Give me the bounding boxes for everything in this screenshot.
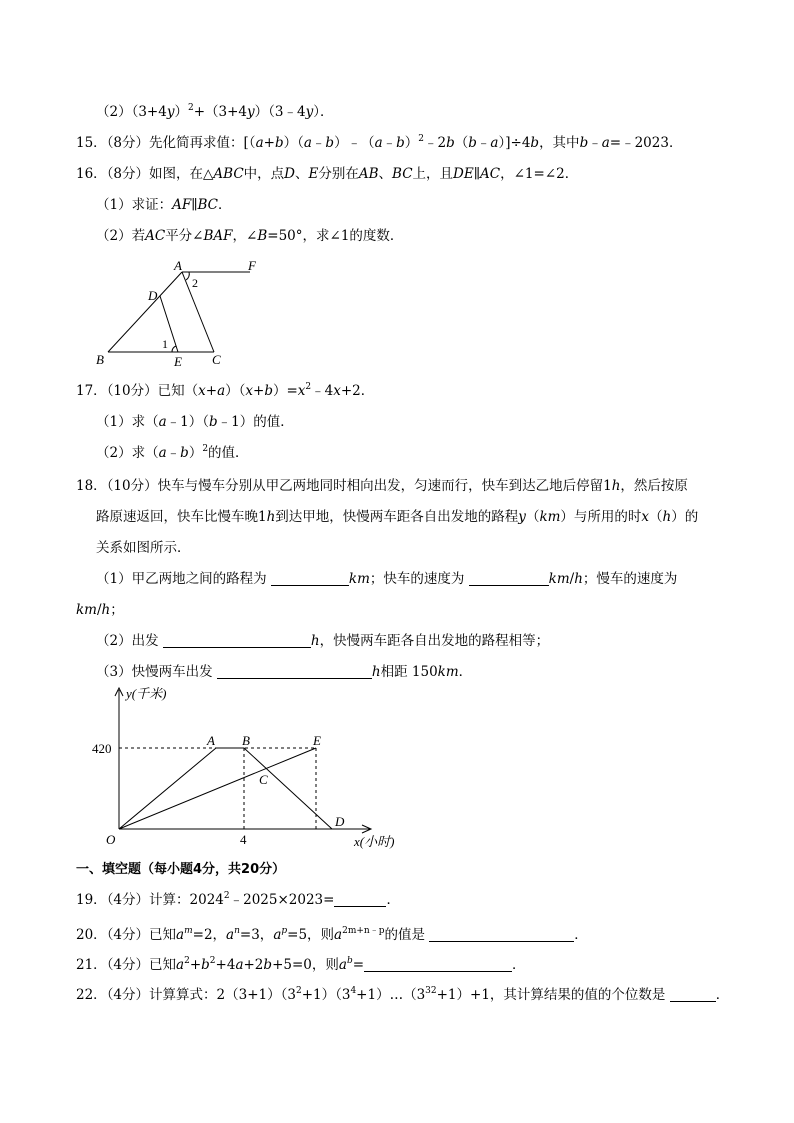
q18-part3: （3）快慢两车出发 h相距 150km． — [96, 664, 473, 680]
answer-blank[interactable] — [429, 927, 574, 942]
label-B: B — [96, 352, 104, 367]
question-18-line1: 18．（10分）快车与慢车分别从甲乙两地同时相向出发，匀速而行，快车到达乙地后停留1h，然后按原 — [76, 478, 688, 494]
line-ac — [182, 272, 214, 352]
answer-blank[interactable] — [670, 987, 716, 1002]
answer-blank[interactable] — [334, 892, 386, 907]
line-ab — [108, 272, 182, 352]
question-21: 21．（4分）已知$a^2+b^2+4a+2b+5=0$，则$a^b=$ ． — [76, 956, 526, 973]
fast-car-line — [119, 748, 332, 829]
label-E: E — [174, 354, 182, 369]
answer-blank[interactable] — [364, 957, 512, 972]
question-17: 17．（10分）已知$(x+a)(x+b)=x^2﹣4x+2$． — [76, 382, 375, 399]
label-C: C — [212, 352, 221, 367]
question-18-line2: 路原速返回，快车比慢车晚1h到达甲地，快慢两车距各自出发地的路程y（km）与所用的时x（h）的 — [96, 509, 699, 525]
point-D-label: D — [335, 814, 345, 829]
answer-blank[interactable] — [217, 664, 372, 679]
question-16: 16．（8分）如图，在△ABC中，点D、E分别在AB、BC上，且DE∥AC，∠1=∠2． — [76, 166, 579, 182]
question-18-line3: 关系如图所示． — [96, 540, 191, 556]
point-C-label: C — [259, 772, 268, 787]
label-angle-1: 1 — [162, 337, 168, 351]
point-A-label: A — [207, 733, 215, 748]
q18-part1-cont: km/h； — [76, 602, 124, 618]
question-22: 22．（4分）计算算式：$2(3+1)(3^2+1)(3^4+1)\dots(3^{32}+1)+1$，其计算结果的值的个位数是 ． — [76, 986, 730, 1003]
angle-1-arc — [172, 346, 176, 352]
point-E-label: E — [313, 733, 321, 748]
label-angle-2: 2 — [192, 276, 198, 290]
q17-part1: （1）求（a﹣1）（b﹣1）的值． — [96, 414, 294, 430]
x-axis-label: x(小时) — [354, 834, 395, 849]
q14-part2: $(2)(3+4y)^2+(3+4y)(3﹣4y)$． — [96, 103, 334, 120]
question-15: 15．（8分）先化简再求值：[（a+b）（a﹣b）﹣（a﹣b）$^2$﹣2b（b﹣a）]÷4b，其中b﹣a=﹣2023． — [76, 134, 683, 151]
point-B-label: B — [242, 733, 250, 748]
q18-part1: （1）甲乙两地之间的路程为 km；快车的速度为 km/h；慢车的速度为 — [96, 571, 678, 587]
q16-part2: （2）若AC平分∠BAF，∠B=50°，求∠1的度数． — [96, 228, 404, 244]
section-title: 一、填空题（每小题4分，共20分） — [76, 862, 286, 877]
tick-420: 420 — [92, 741, 112, 756]
label-F: F — [248, 258, 256, 273]
answer-blank[interactable] — [163, 633, 311, 648]
question-20: 20．（4分）已知$a^m=2$，$a^n=3$，$a^p=5$，则$a^{2m+n﹣p}$的值是 ． — [76, 926, 588, 943]
label-D: D — [148, 288, 158, 303]
origin-label: O — [106, 832, 116, 847]
question-19: 19．（4分）计算：$2024^2﹣2025\times 2023=$ ． — [76, 891, 400, 908]
q17-part2: （2）求（a﹣b）$^2$的值． — [96, 444, 249, 461]
q16-part1: （1）求证：AF∥BC． — [96, 197, 232, 213]
tick-4: 4 — [240, 832, 247, 847]
distance-time-graph — [86, 684, 410, 854]
label-A: A — [174, 258, 182, 273]
answer-blank[interactable] — [469, 571, 549, 586]
answer-blank[interactable] — [271, 571, 349, 586]
slow-car-line — [119, 748, 316, 829]
y-axis-label: y(千米) — [126, 686, 167, 701]
angle-2-arc — [186, 272, 189, 280]
triangle-figure — [92, 256, 262, 370]
q18-part2: （2）出发 h，快慢两车距各自出发地的路程相等； — [96, 633, 550, 649]
